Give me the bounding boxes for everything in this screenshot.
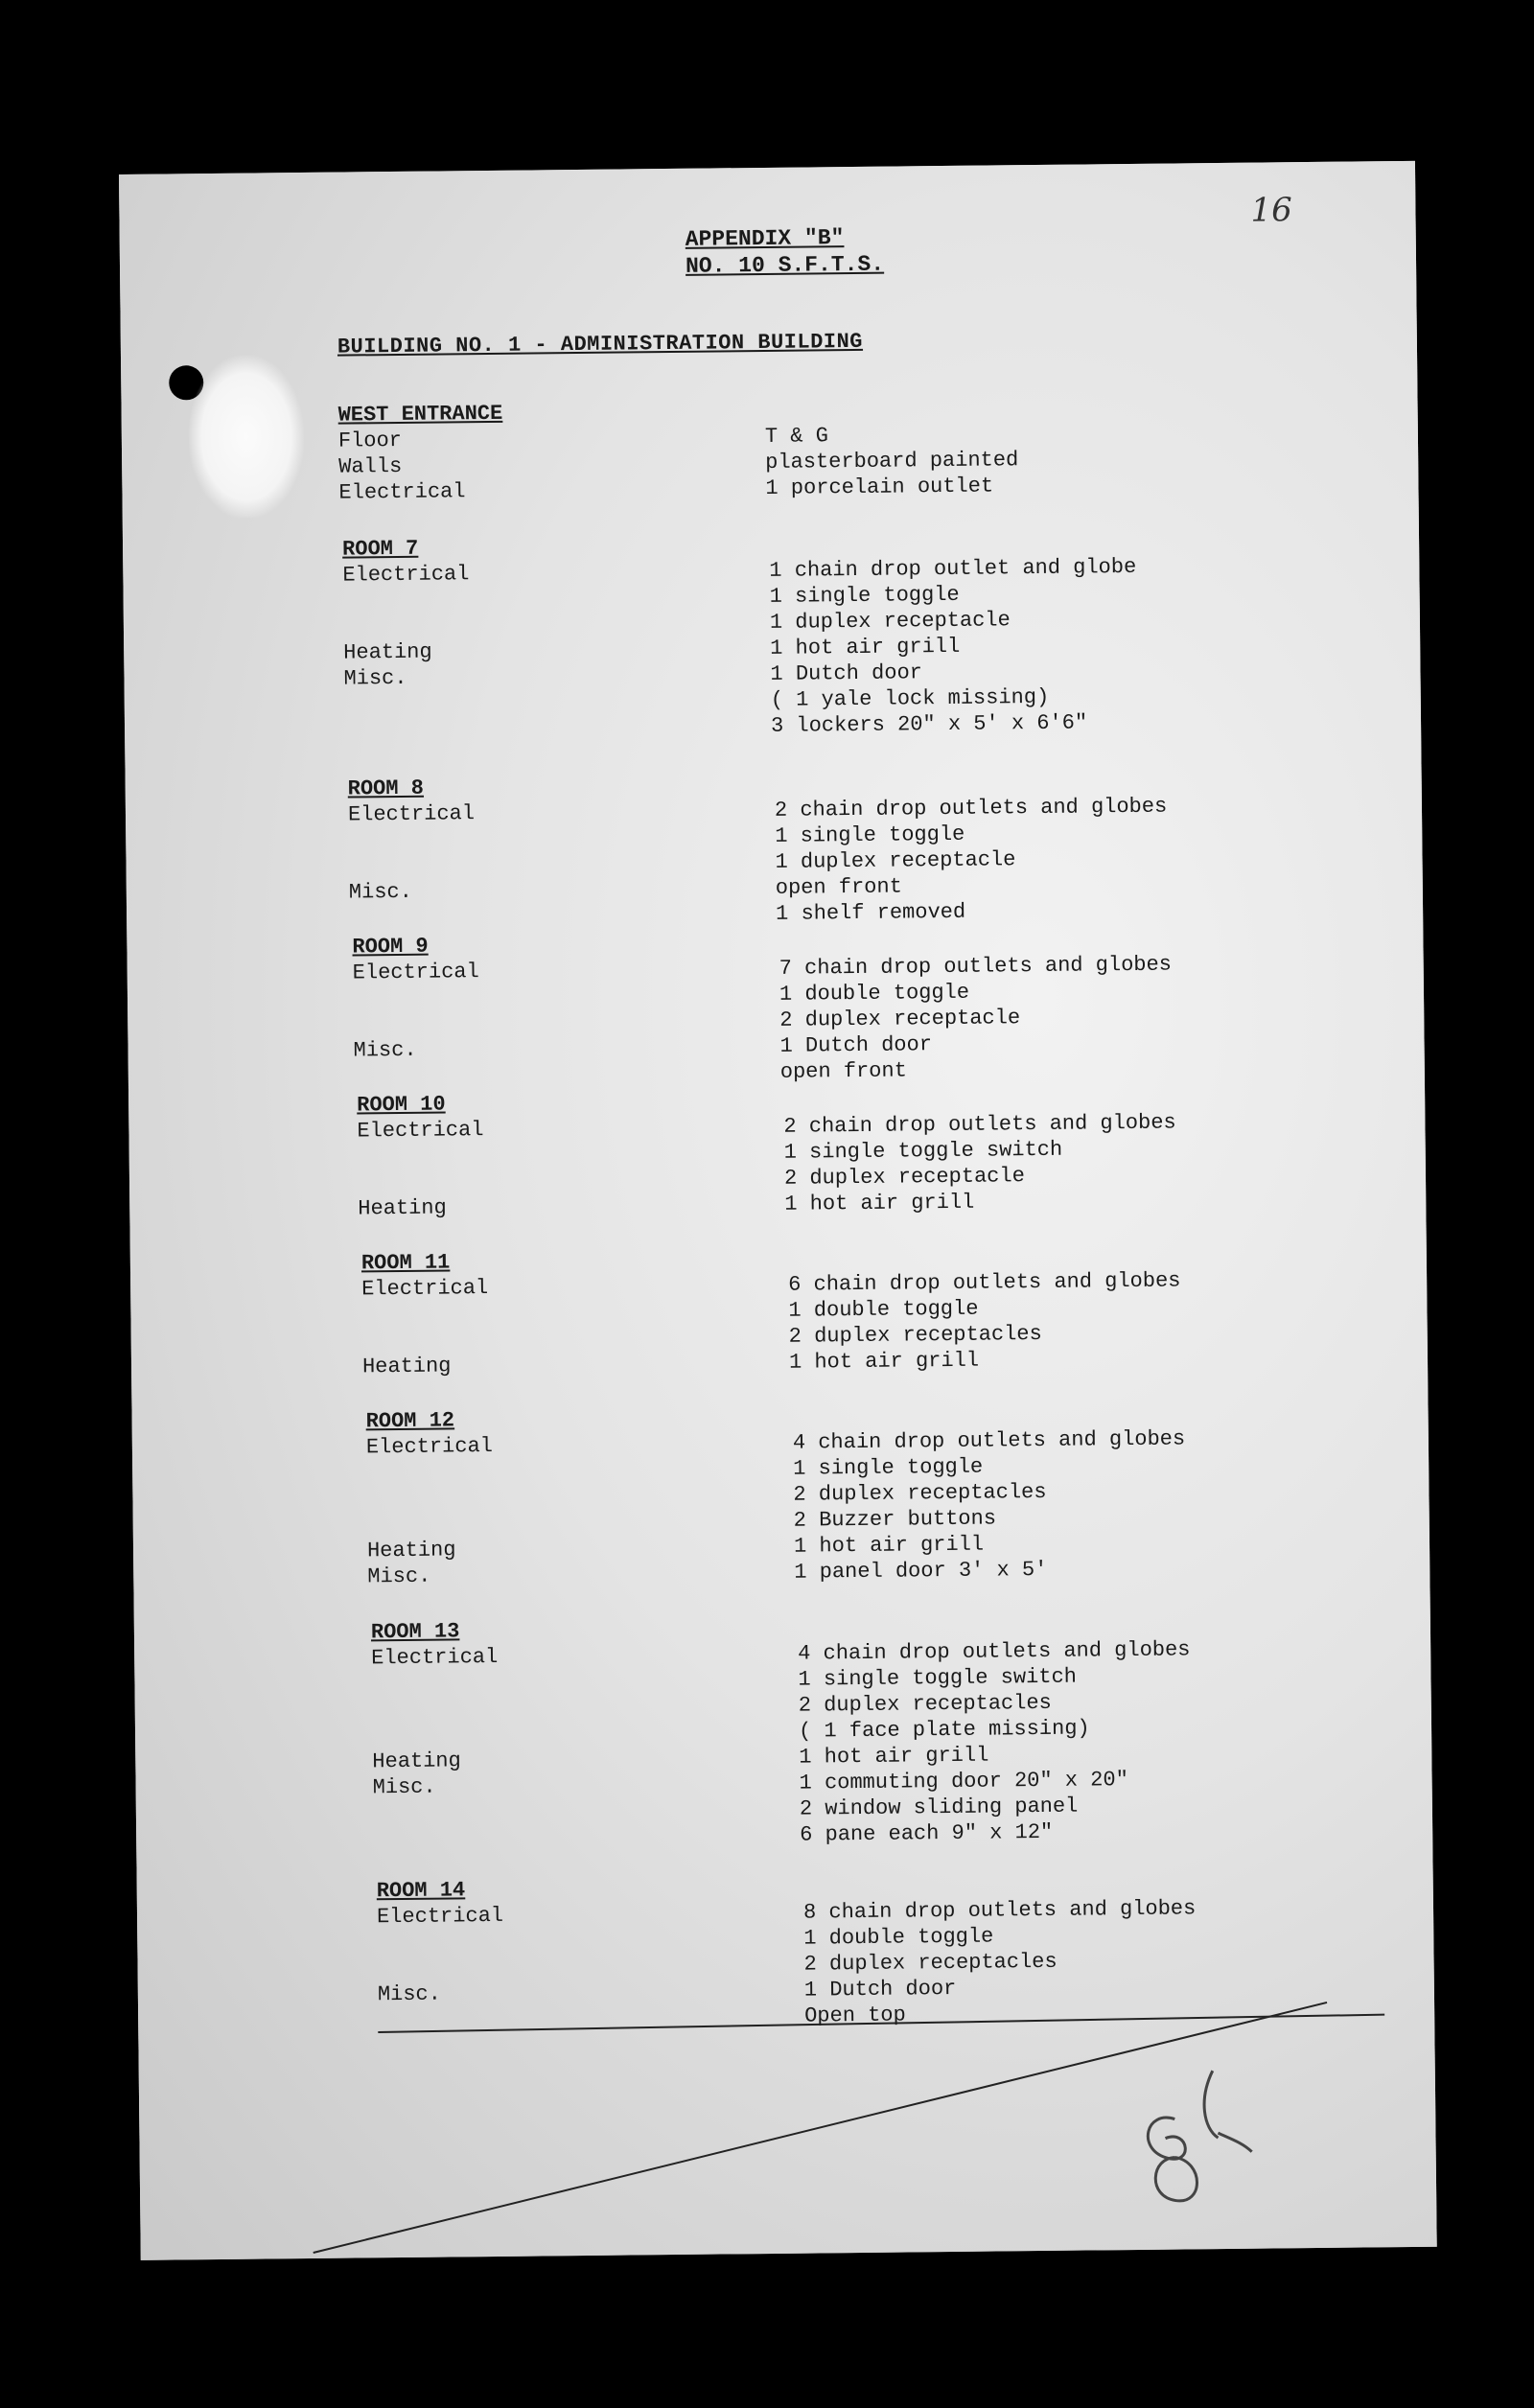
row-value: 6 pane each 9" x 12" [800, 1819, 1054, 1847]
row-value: 1 double toggle [779, 980, 970, 1007]
page-number: 16 [1250, 191, 1292, 230]
row-label: Electrical [371, 1644, 499, 1671]
section-heading: ROOM 11 [360, 1250, 451, 1276]
row-label: Electrical [376, 1903, 504, 1930]
row-value: 2 duplex receptacle [783, 1164, 1025, 1191]
row-label: Heating [358, 1195, 447, 1221]
section-heading: ROOM 8 [347, 776, 425, 801]
row-value: 2 duplex receptacles [788, 1321, 1042, 1349]
row-value: ( 1 face plate missing) [798, 1716, 1090, 1744]
row-value: 1 single toggle [769, 582, 960, 609]
row-label: Electrical [361, 1276, 489, 1302]
section-heading: ROOM 10 [357, 1092, 446, 1118]
row-value: 1 Dutch door [779, 1032, 933, 1058]
row-label: Electrical [338, 479, 466, 505]
row-value: ( 1 yale lock missing) [770, 684, 1050, 712]
row-label: Misc. [372, 1774, 436, 1800]
row-label: Heating [372, 1748, 461, 1774]
row-value: 4 chain drop outlets and globes [798, 1637, 1191, 1666]
row-value: 1 chain drop outlet and globe [769, 554, 1137, 583]
row-value: 1 double toggle [803, 1924, 994, 1951]
row-value: 2 chain drop outlets and globes [774, 794, 1168, 822]
row-label: Heating [366, 1538, 456, 1563]
row-label: Misc. [348, 879, 412, 905]
row-value: 3 lockers 20" x 5' x 6'6" [770, 710, 1088, 738]
row-label: Electrical [342, 562, 470, 588]
row-value: Open top [804, 2003, 906, 2028]
row-value: 1 porcelain outlet [765, 474, 994, 500]
row-value: 2 window sliding panel [799, 1794, 1079, 1821]
document-page [119, 161, 1437, 2260]
row-value: 1 single toggle [793, 1454, 984, 1481]
diagonal-cancel-line [311, 2003, 1330, 2253]
row-value: 1 hot air grill [793, 1532, 985, 1559]
row-value: 1 panel door 3' x 5' [794, 1557, 1048, 1585]
section-heading: ROOM 13 [370, 1619, 460, 1645]
row-value: 4 chain drop outlets and globes [792, 1426, 1186, 1455]
row-value: 1 hot air grill [784, 1190, 975, 1216]
row-value: 1 single toggle switch [783, 1137, 1063, 1165]
row-label: Misc. [343, 665, 407, 691]
row-label: Electrical [347, 801, 476, 827]
row-value: 8 chain drop outlets and globes [802, 1896, 1197, 1925]
row-value: 1 single toggle [775, 822, 965, 848]
row-label: Misc. [367, 1563, 431, 1589]
section-heading: ROOM 7 [341, 536, 419, 562]
row-value: 1 hot air grill [799, 1743, 989, 1770]
row-value: 2 Buzzer buttons [793, 1506, 997, 1533]
row-value: open front [775, 874, 902, 900]
row-label: Misc. [377, 1981, 442, 2007]
row-value: 2 duplex receptacle [779, 1006, 1021, 1032]
row-value: 1 hot air grill [770, 634, 961, 660]
appendix-title: APPENDIX "B" [685, 225, 845, 252]
row-value: 1 double toggle [788, 1296, 979, 1323]
row-value: 1 duplex receptacle [775, 847, 1016, 874]
row-value: T & G [764, 424, 829, 449]
section-heading: ROOM 14 [376, 1878, 466, 1904]
row-value: 1 hot air grill [788, 1348, 980, 1375]
row-value: 1 shelf removed [775, 899, 966, 926]
section-heading: ROOM 12 [365, 1408, 455, 1434]
row-value: 2 chain drop outlets and globes [783, 1110, 1176, 1139]
row-value: 1 Dutch door [803, 1976, 957, 2003]
row-label: Floor [337, 428, 403, 453]
row-value: 7 chain drop outlets and globes [779, 952, 1173, 981]
row-label: Walls [338, 453, 403, 479]
row-value: 1 commuting door 20" x 20" [799, 1768, 1128, 1795]
handwritten-marks [119, 161, 1437, 2260]
row-value: 1 Dutch door [770, 660, 923, 686]
row-label: Electrical [352, 960, 479, 985]
section-heading: WEST ENTRANCE [337, 401, 503, 428]
row-value: 2 duplex receptacles [798, 1690, 1052, 1718]
row-value: 6 chain drop outlets and globes [788, 1268, 1181, 1297]
row-value: 1 duplex receptacle [769, 608, 1011, 635]
row-label: Heating [343, 639, 432, 665]
section-heading: ROOM 9 [352, 934, 429, 960]
row-value: 2 duplex receptacles [793, 1479, 1047, 1507]
row-label: Heating [361, 1354, 452, 1379]
row-label: Misc. [353, 1037, 417, 1063]
handwritten-initials [1148, 2071, 1253, 2202]
row-value: 1 single toggle switch [798, 1664, 1078, 1692]
school-name: NO. 10 S.F.T.S. [685, 251, 885, 279]
building-title: BUILDING NO. 1 - ADMINISTRATION BUILDING [337, 329, 864, 359]
row-label: Electrical [357, 1118, 484, 1144]
row-value: open front [779, 1058, 907, 1084]
row-value: plasterboard painted [765, 448, 1019, 475]
row-label: Electrical [365, 1433, 494, 1460]
row-value: 2 duplex receptacles [803, 1949, 1058, 1977]
